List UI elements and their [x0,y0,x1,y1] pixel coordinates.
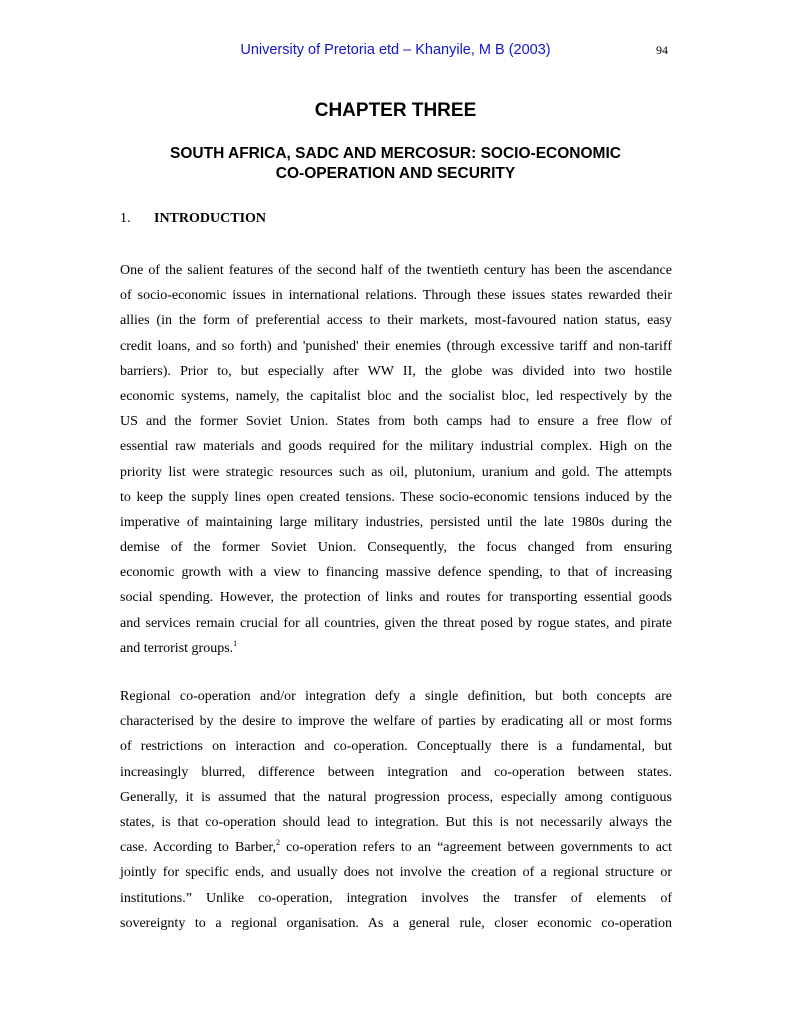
paragraph-1 [120,258,672,661]
text-line-content: case. According to Barber, [120,840,277,856]
text-line: to keep the supply lines open created tensions. These socio-economic tensions induced by the [120,489,672,505]
text-line: essential raw materials and goods required for the military industrial complex. High on the [120,439,672,455]
text-line-content: co-operation refers to an “agreement between governments to act [280,840,673,856]
text-line: social spending. However, the protection of links and routes for transporting essential goods [120,590,672,606]
text-line: characterised by the desire to improve the welfare of parties by eradicating all or most forms [120,714,672,730]
text-line: of socio-economic issues in international relations. Through these issues states rewarded their [120,288,672,304]
text-line: priority list were strategic resources such as oil, plutonium, uranium and gold. The attempts [120,464,672,480]
text-line: imperative of maintaining large military industries, persisted until the late 1980s during the [120,514,672,530]
text-line: demise of the former Soviet Union. Consequently, the focus changed from ensuring [120,540,672,556]
text-line [120,835,672,860]
chapter-subtitle-line: CO-OPERATION AND SECURITY [275,165,516,182]
text-line: states, is that co-operation should lead to integration. But this is not necessarily always the [120,814,672,830]
text-line: sovereignty to a regional organisation. As a general rule, closer economic co-operation [120,915,672,931]
text-line: increasingly blurred, difference between integration and co-operation between states. [120,764,672,780]
text-line [120,636,672,661]
text-line: economic systems, namely, the capitalist bloc and the socialist bloc, led respectively by the [120,388,672,404]
text-line: of restrictions on interaction and co-operation. Conceptually there is a fundamental, but [120,739,672,755]
chapter-subtitle-line: SOUTH AFRICA, SADC AND MERCOSUR: SOCIO-ECONOMIC [170,145,621,162]
chapter-title: CHAPTER THREE [314,100,477,121]
section-heading-text: INTRODUCTION [154,211,267,226]
paragraph-2 [120,684,672,936]
text-line: credit loans, and so forth) and 'punished' their enemies (through excessive tariff and non-tariff [120,338,672,354]
text-line: Generally, it is assumed that the natural progression process, especially among contiguous [120,789,672,805]
section-heading [120,211,266,227]
text-line: economic growth with a view to financing massive defence spending, to that of increasing [120,565,672,581]
chapter-subtitle [0,144,791,184]
text-line: barriers). Prior to, but especially after WW II, the globe was divided into two hostile [120,363,672,379]
footnote-ref[interactable]: 2 [276,838,281,848]
text-line: institutions.” Unlike co-operation, integration involves the transfer of elements of [120,890,672,906]
page-number: 94 [656,43,668,57]
text-line: jointly for specific ends, and usually does not involve the creation of a regional structure or [120,865,672,881]
header-link[interactable]: University of Pretoria etd – Khanyile, M B (2003) [240,42,551,58]
text-line: allies (in the form of preferential access to their markets, most-favoured nation status, easy [120,313,672,329]
text-line: and services remain crucial for all countries, given the threat posed by rogue states, and pirate [120,615,672,631]
text-line: Regional co-operation and/or integration defy a single definition, but both concepts are [120,689,672,704]
text-line-content: and terrorist groups. [120,640,234,656]
section-number: 1. [120,211,131,226]
footnote-ref[interactable]: 1 [233,638,238,648]
text-line: One of the salient features of the second half of the twentieth century has been the ascendance [120,263,672,278]
text-line: US and the former Soviet Union. States from both camps had to ensure a free flow of [120,414,672,430]
